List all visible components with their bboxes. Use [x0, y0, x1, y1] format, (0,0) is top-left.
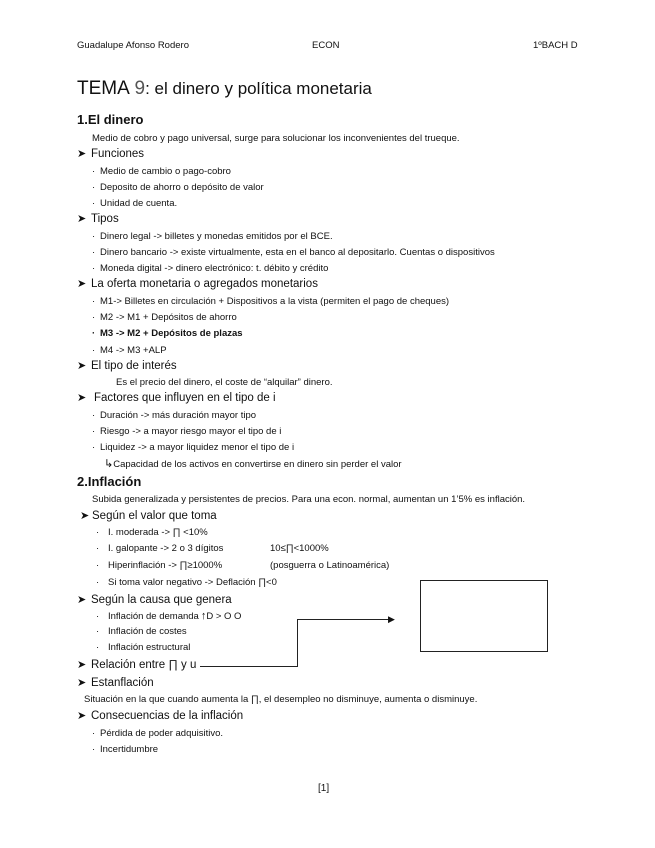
list-item-note: (posguerra o Latinoamérica)	[270, 560, 390, 571]
arrow-bullet-icon: ➤	[77, 710, 87, 722]
list-item: · Unidad de cuenta.	[92, 198, 178, 209]
list-item-m2: · M2 -> M1 + Depósitos de ahorro	[92, 312, 237, 323]
list-item: · Dinero bancario -> existe virtualmente, esta en el banco al depositarlo. Cuentas o dispositivos	[92, 247, 495, 258]
list-item-m1: · M1-> Billetes en circulación + Dispositivos a la vista (permiten el pago de cheques)	[92, 296, 450, 307]
header-author: Guadalupe Afonso Rodero	[77, 40, 189, 51]
interes-desc: Es el precio del dinero, el coste de “alquilar” dinero.	[116, 377, 333, 388]
estanflacion-desc: Situación en la que cuando aumenta la ∏, el desempleo no disminuye, aumenta o disminuye.	[84, 694, 478, 705]
bullet-estanflacion: ➤ Estanflación	[77, 677, 154, 689]
list-item-demanda: · Inflación de demanda ↑D > O O	[96, 610, 242, 622]
header-subject: ECON	[312, 40, 340, 51]
arrow-bullet-icon: ➤	[77, 360, 87, 372]
arrow-head-icon: ▶	[388, 614, 395, 624]
inflacion-intro: Subida generalizada y persistentes de precios. Para una econ. normal, aumentan un 1’5% es inflación.	[92, 494, 526, 505]
bullet-factores: ➤ Factores que influyen en el tipo de i	[77, 392, 276, 404]
arrow-bullet-icon: ➤	[77, 659, 87, 671]
bullet-valor: ➤ Según el valor que toma	[80, 510, 217, 522]
bullet-causa: ➤ Según la causa que genera	[77, 594, 232, 606]
page-number: [1]	[318, 783, 330, 794]
list-item: · Dinero legal -> billetes y monedas emitidos por el BCE.	[92, 231, 333, 242]
dinero-intro: Medio de cobro y pago universal, surge para solucionar los inconvenientes del trueque.	[92, 133, 460, 144]
list-item: · I. galopante -> 2 o 3 dígitos	[96, 543, 224, 554]
page-title: TEMA 9: el dinero y política monetaria	[77, 78, 372, 99]
list-item: · Riesgo -> a mayor riesgo mayor el tipo de i	[92, 426, 282, 437]
arrow-bullet-icon: ➤	[77, 148, 87, 160]
list-item: · Deposito de ahorro o depósito de valor	[92, 182, 264, 193]
liquidez-note: ↳Capacidad de los activos en convertirse en dinero sin perder el valor	[104, 458, 402, 470]
up-arrow-icon: ↑	[200, 610, 207, 622]
arrow-bullet-icon: ➤	[80, 510, 90, 522]
connector-line	[297, 619, 298, 667]
bullet-funciones: ➤ Funciones	[77, 148, 145, 160]
list-item: · Moneda digital -> dinero electrónico: t. débito y crédito	[92, 263, 329, 274]
connector-line	[297, 619, 390, 620]
list-item: · Inflación estructural	[96, 642, 191, 653]
list-item: · Pérdida de poder adquisitivo.	[92, 728, 224, 739]
bullet-consecuencias: ➤ Consecuencias de la inflación	[77, 710, 244, 722]
arrow-bullet-icon: ➤	[77, 594, 87, 606]
arrow-bullet-icon: ➤	[77, 392, 87, 404]
list-item: · Hiperinflación -> ∏≥1000%	[96, 560, 223, 571]
list-item-m3: · M3 -> M2 + Depósitos de plazas	[92, 328, 243, 339]
bullet-tipos: ➤ Tipos	[77, 213, 119, 225]
connector-line	[200, 666, 298, 667]
list-item: · Liquidez -> a mayor liquidez menor el tipo de i	[92, 442, 295, 453]
header-course: 1ºBACH D	[533, 40, 578, 51]
arrow-bullet-icon: ➤	[77, 278, 87, 290]
list-item-m4: · M4 -> M3 +ALP	[92, 345, 167, 356]
arrow-bullet-icon: ➤	[77, 677, 87, 689]
list-item: · Inflación de costes	[96, 626, 187, 637]
curved-arrow-icon: ↳	[104, 458, 114, 470]
section-heading-inflacion: 2.Inflación	[77, 474, 142, 489]
section-heading-dinero: 1.El dinero	[77, 112, 144, 127]
bullet-relacion: ➤ Relación entre ∏ y u	[77, 659, 197, 671]
list-item: · Incertidumbre	[92, 744, 159, 755]
arrow-bullet-icon: ➤	[77, 213, 87, 225]
list-item: · I. moderada -> ∏ <10%	[96, 527, 208, 538]
list-item: · Si toma valor negativo -> Deflación ∏<0	[96, 577, 277, 588]
list-item-range: 10≤∏<1000%	[270, 543, 329, 554]
list-item: · Medio de cambio o pago-cobro	[92, 166, 231, 177]
diagram-box	[420, 580, 548, 652]
bullet-oferta: ➤ La oferta monetaria o agregados monetarios	[77, 278, 318, 290]
bullet-interes: ➤ El tipo de interés	[77, 360, 177, 372]
list-item: · Duración -> más duración mayor tipo	[92, 410, 257, 421]
